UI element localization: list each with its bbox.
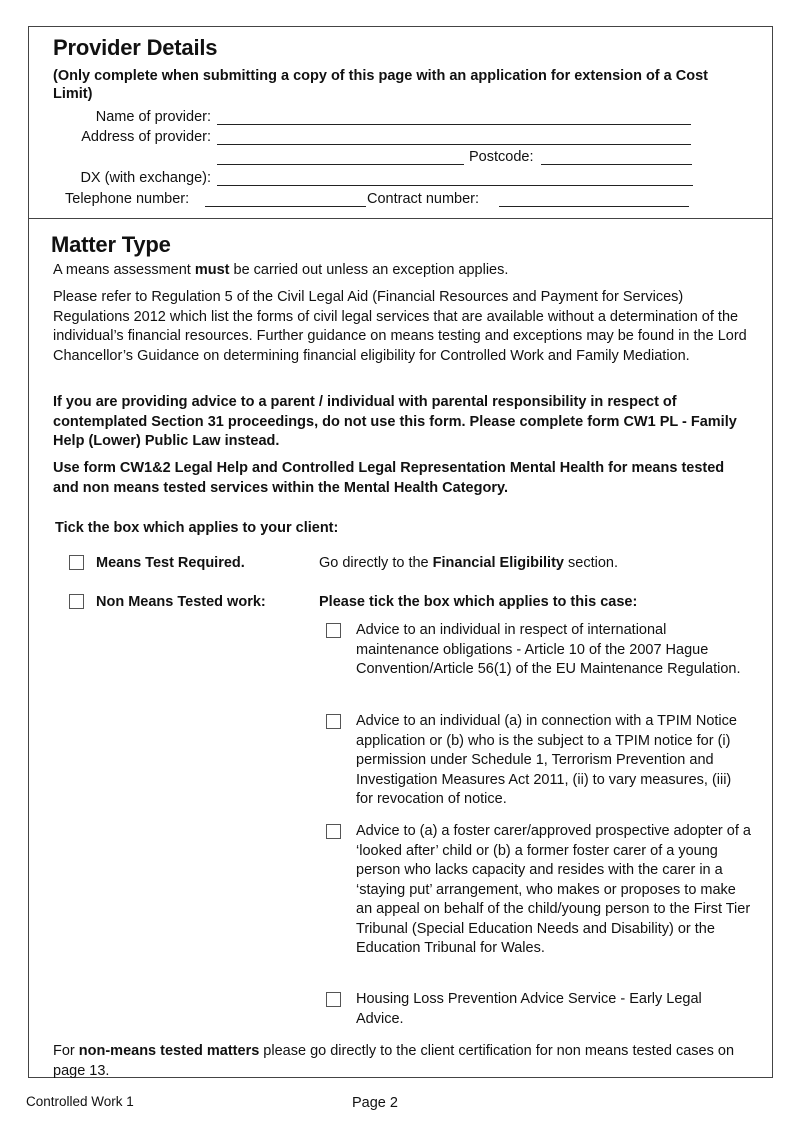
- means-test-required-desc: Go directly to the Financial Eligibility section.: [319, 555, 618, 571]
- means-assessment-intro: A means assessment must be carried out unless an exception applies.: [53, 262, 509, 278]
- section31-warning: If you are providing advice to a parent / individual with parental responsibility in respect of contemplated Section 31 proceedings, do not use this form. Please complete form CW1 PL - Family Help (Lower) Public Law instead.: [53, 394, 737, 449]
- postcode-field[interactable]: [541, 164, 692, 165]
- contract-field[interactable]: [499, 206, 689, 207]
- provider-details-note: (Only complete when submitting a copy of this page with an application for extension of a Cost Limit): [53, 68, 708, 102]
- provider-address-field-2[interactable]: [217, 164, 464, 165]
- means-test-required-checkbox[interactable]: [69, 555, 84, 570]
- sub-option-4-text: Housing Loss Prevention Advice Service - Early Legal Advice.: [356, 991, 702, 1027]
- provider-name-field[interactable]: [217, 124, 691, 125]
- footer-page-number: Page 2: [352, 1095, 398, 1111]
- provider-address-field-1[interactable]: [217, 144, 691, 145]
- sub-option-2-checkbox[interactable]: [326, 714, 341, 729]
- sub-option-1-checkbox[interactable]: [326, 623, 341, 638]
- mental-health-warning: Use form CW1&2 Legal Help and Controlled Legal Representation Mental Health for means tested and non means tested services within the Mental Health Category.: [53, 460, 725, 496]
- tick-instruction: Tick the box which applies to your client:: [55, 520, 339, 536]
- telephone-field[interactable]: [205, 206, 366, 207]
- dx-field[interactable]: [217, 185, 693, 186]
- non-means-closing-note: For non-means tested matters please go directly to the client certification for non means tested cases on page 13.: [53, 1043, 735, 1079]
- dx-label: DX (with exchange):: [80, 170, 211, 186]
- sub-option-3-checkbox[interactable]: [326, 824, 341, 839]
- provider-name-label: Name of provider:: [95, 109, 211, 125]
- contract-label: Contract number:: [367, 191, 480, 207]
- sub-option-4-checkbox[interactable]: [326, 992, 341, 1007]
- sub-instruction: Please tick the box which applies to this case:: [319, 594, 638, 610]
- sub-option-1-text: Advice to an individual in respect of international maintenance obligations - Article 10 of the 2007 Hague Convention/Article 56(1) of the EU Maintenance Regulation.: [356, 622, 741, 677]
- form-frame: [28, 26, 773, 1078]
- non-means-tested-checkbox[interactable]: [69, 594, 84, 609]
- matter-type-heading: Matter Type: [51, 232, 171, 257]
- non-means-tested-label: Non Means Tested work:: [96, 594, 266, 610]
- sub-option-2-text: Advice to an individual (a) in connection with a TPIM Notice application or (b) who is the subject to a TPIM notice for (i) permission under Schedule 1, Terrorism Prevention and Investigation Measures Act 2011, (ii) to vary measures, (iii) for revocation of notice.: [356, 713, 737, 807]
- provider-address-label: Address of provider:: [81, 129, 211, 145]
- postcode-label: Postcode:: [469, 149, 534, 165]
- provider-details-heading: Provider Details: [53, 35, 218, 60]
- sub-option-3-text: Advice to (a) a foster carer/approved prospective adopter of a ‘looked after’ child or (b) a former foster carer of a young person who lacks capacity and resides with the carer in a ‘staying put’ arrangement, who makes or proposes to make an appeal on behalf of the child/young person to the First Tier Tribunal (Special Education Needs and Disability) or the Education Tribunal for Wales.: [356, 823, 751, 956]
- means-test-required-label: Means Test Required.: [96, 555, 245, 571]
- section-divider: [29, 218, 772, 219]
- regulation-paragraph: Please refer to Regulation 5 of the Civil Legal Aid (Financial Resources and Payment for Services) Regulations 2012 which list the forms of civil legal services that are available without a determination of the individual’s financial resources. Further guidance on means testing and exceptions may be found in the Lord Chancellor’s Guidance on determining financial eligibility for Controlled Work and Family Mediation.: [53, 289, 747, 364]
- telephone-label: Telephone number:: [65, 191, 190, 207]
- footer-form-name: Controlled Work 1: [26, 1094, 134, 1109]
